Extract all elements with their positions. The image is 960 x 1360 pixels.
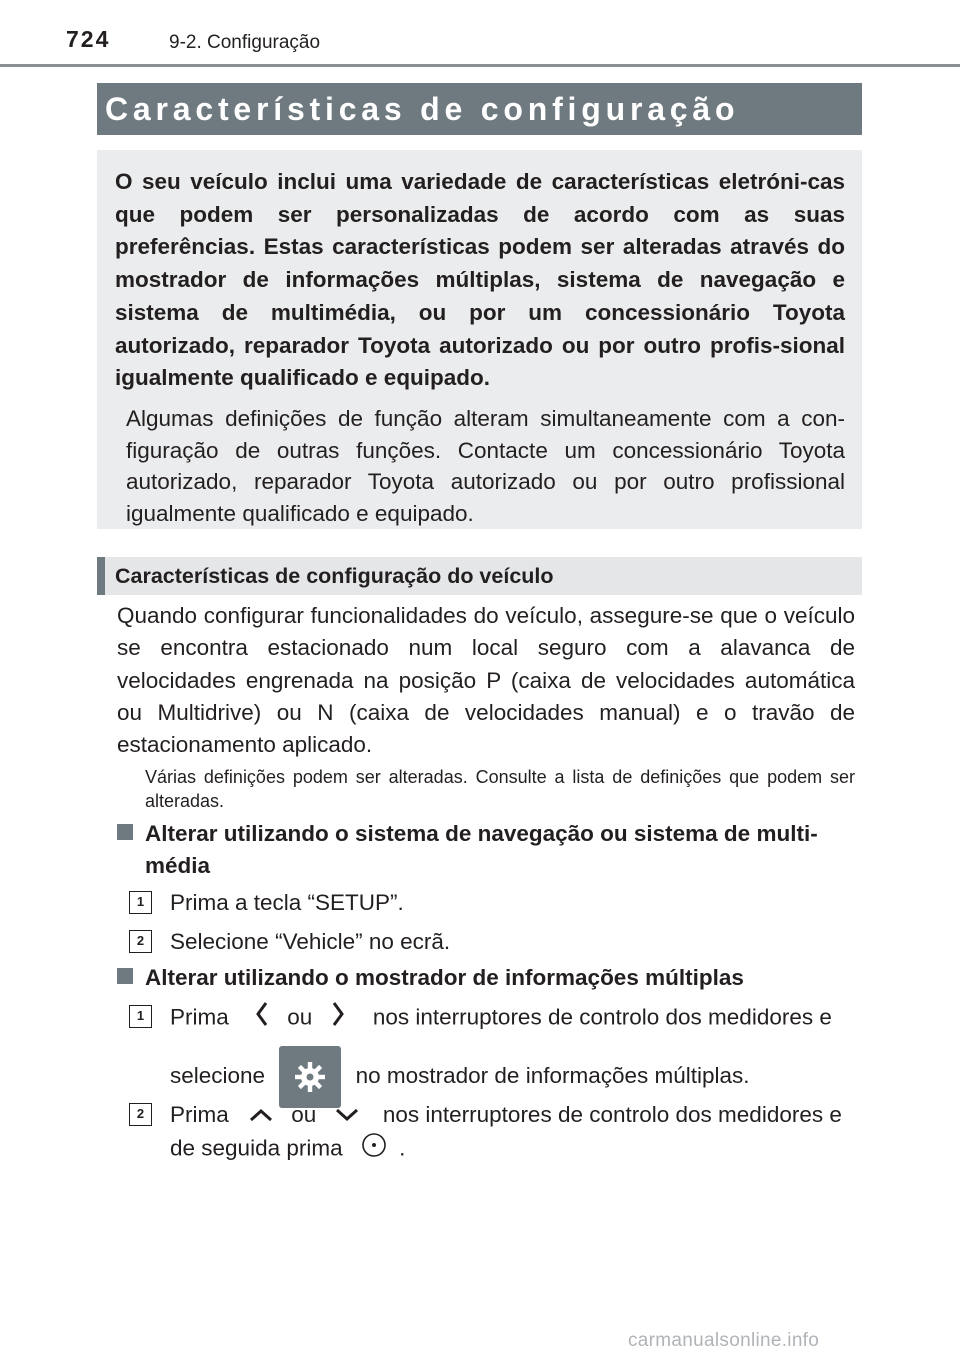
subsection-heading-bar [97, 557, 862, 595]
nav-step-1-text: Prima a tecla “SETUP”. [170, 890, 404, 915]
nav-method-heading-text: Alterar utilizando o sistema de navegação ou sistema de multi-média [145, 821, 818, 878]
intro-box [97, 150, 862, 529]
mid-step-1-prima: Prima [170, 1004, 229, 1030]
step-number-badge: 2 [129, 1103, 152, 1126]
intro-bold-text: O seu veículo inclui uma variedade de características eletróni-cas que podem ser personalizadas de acordo com as suas preferências. Estas características podem ser alteradas através do mostrador de informações múltiplas, sistema de navegação e sistema de multimédia, ou por um concessionário Toyota autorizado, reparador Toyota autorizado ou por outro profis-sional igualmente qualificado e equipado. [115, 169, 845, 391]
chevron-right-icon [331, 1001, 345, 1036]
subsection-title: Características de configuração do veículo [115, 563, 554, 588]
square-bullet-icon [117, 968, 133, 984]
mid-method-heading-text: Alterar utilizando o mostrador de informações múltiplas [145, 965, 744, 990]
nav-step-1 [129, 887, 856, 919]
step-number-badge: 1 [129, 891, 152, 914]
square-bullet-icon [117, 824, 133, 840]
page-title: Características de configuração [105, 90, 740, 127]
mid-step-2-prima: Prima [170, 1102, 229, 1127]
mid-step-2-end: . [399, 1135, 406, 1161]
mid-step-2 [129, 1099, 856, 1167]
mid-step-2-line2: de seguida prima [170, 1135, 343, 1161]
nav-method-heading [117, 818, 857, 882]
nav-step-2 [129, 926, 856, 958]
section-reference: 9-2. Configuração [169, 32, 321, 53]
chevron-down-icon [335, 1100, 359, 1132]
mid-step-1-selecione: selecione [170, 1062, 266, 1088]
mid-step-1 [129, 1001, 856, 1108]
subsection-note: Várias definições podem ser alteradas. Consulte a lista de definições que podem ser alteradas. [145, 767, 855, 811]
mid-step-1-ou: ou [287, 1004, 313, 1030]
mid-method-heading [117, 962, 857, 994]
page-number: 724 [66, 26, 111, 52]
intro-note-text: Algumas definições de função alteram simultaneamente com a con-figuração de outras funções. Contacte um concessionário Toyota autorizado, reparador Toyota autorizado ou por outro profissional igualmente qualificado e equipado. [126, 405, 845, 526]
chevron-left-icon [255, 1001, 269, 1036]
step-number-badge: 1 [129, 1005, 152, 1028]
header-divider [0, 64, 960, 67]
mid-step-2-ou: ou [291, 1102, 317, 1127]
ok-button-icon [361, 1132, 387, 1167]
mid-step-1-rest-line2: no mostrador de informações múltiplas. [355, 1062, 750, 1088]
mid-step-2-rest-line1: nos interruptores de controlo dos medidores e [382, 1102, 842, 1127]
subsection-paragraph: Quando configurar funcionalidades do veículo, assegure-se que o veículo se encontra estacionado num local seguro com a alavanca de velocidades engrenada na posição P (caixa de velocidades automática ou Multidrive) ou N (caixa de velocidades manual) e o travão de estacionamento aplicado. [117, 603, 855, 758]
footer-watermark: carmanualsonline.info [628, 1330, 820, 1351]
mid-step-1-rest-line1: nos interruptores de controlo dos medidores e [372, 1004, 832, 1030]
page-title-bar [97, 83, 862, 135]
chevron-up-icon [249, 1100, 273, 1132]
step-number-badge: 2 [129, 930, 152, 953]
nav-step-2-text: Selecione “Vehicle” no ecrã. [170, 929, 451, 954]
